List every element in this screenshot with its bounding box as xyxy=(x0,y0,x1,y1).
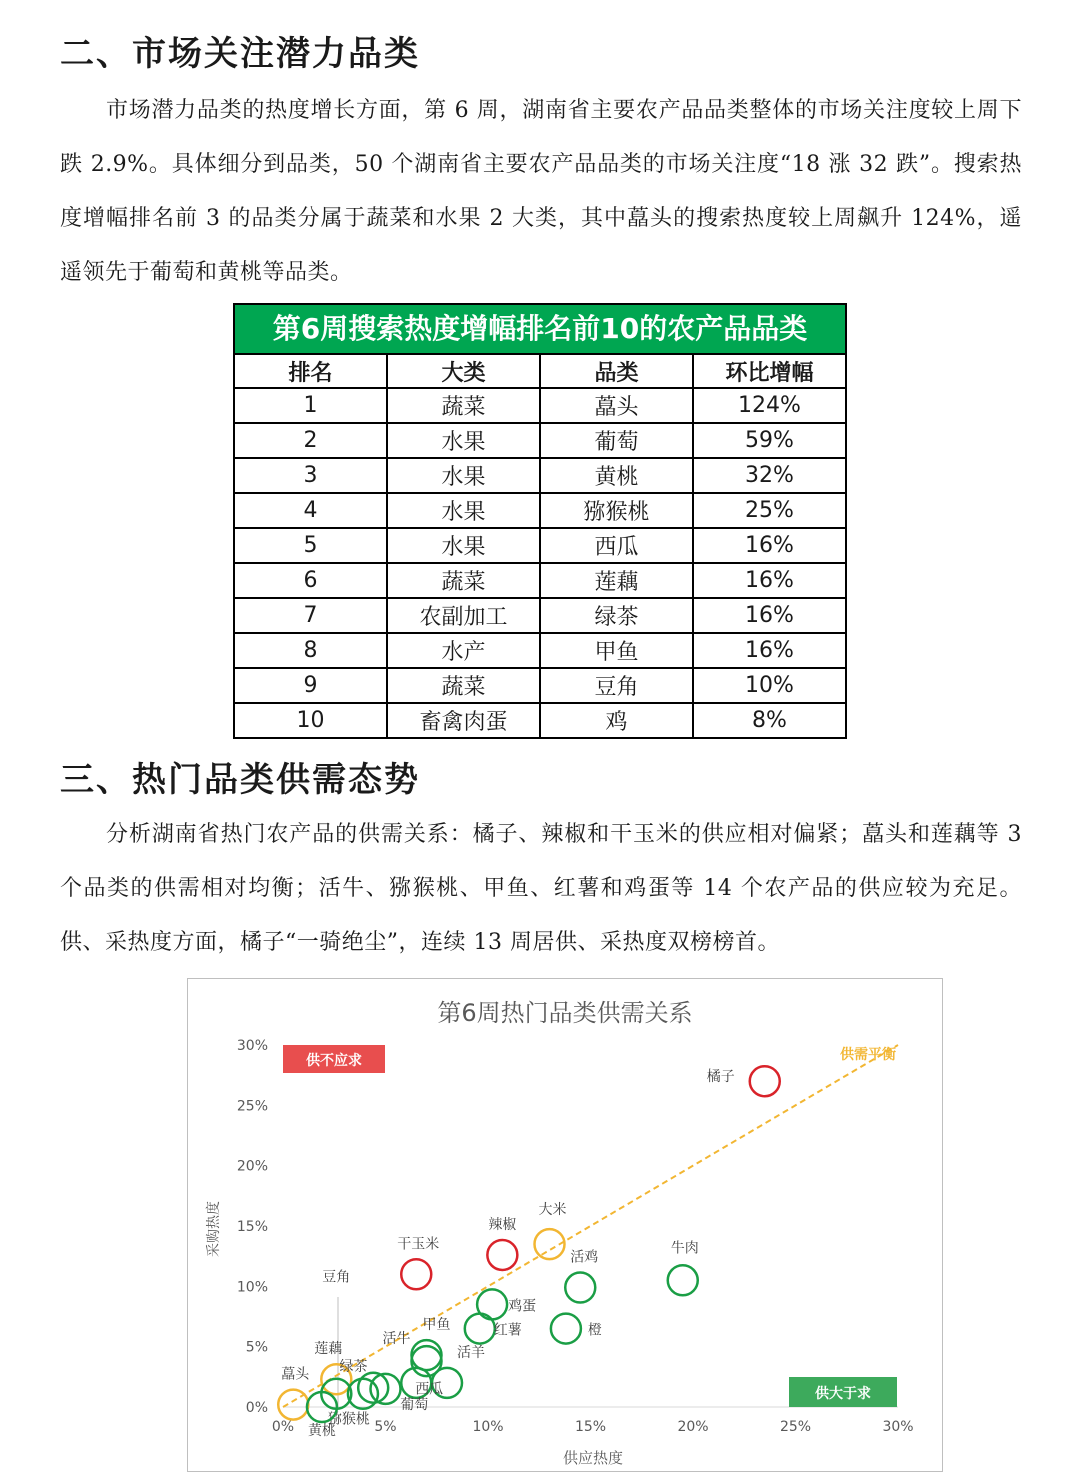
table-row xyxy=(234,563,846,598)
cell-growth: 16% xyxy=(693,563,846,598)
y-tick-label: 5% xyxy=(245,1339,268,1356)
chart-title: 第6周热门品类供需关系 xyxy=(437,999,693,1027)
data-point-label: 甲鱼 xyxy=(422,1317,451,1334)
y-tick-label: 30% xyxy=(236,1038,268,1054)
x-tick-label: 30% xyxy=(882,1419,914,1435)
data-point xyxy=(551,1314,581,1344)
table-body xyxy=(234,388,846,738)
cell-growth: 10% xyxy=(693,668,846,703)
x-axis-label: 供应热度 xyxy=(562,1449,624,1467)
cell-category: 蔬菜 xyxy=(387,388,540,423)
data-point-label: 豆角 xyxy=(322,1269,351,1286)
data-point xyxy=(401,1259,431,1289)
cell-item: 西瓜 xyxy=(540,528,693,563)
table-row xyxy=(234,388,846,423)
supply-demand-chart xyxy=(187,978,943,1472)
data-point-label: 橙 xyxy=(587,1322,602,1339)
ranking-table xyxy=(233,303,847,739)
data-point xyxy=(487,1240,517,1270)
cell-category: 蔬菜 xyxy=(387,668,540,703)
data-point-label: 干玉米 xyxy=(397,1236,440,1253)
cell-category: 水果 xyxy=(387,458,540,493)
header-category: 大类 xyxy=(387,354,540,388)
cell-growth: 124% xyxy=(693,388,846,423)
cell-rank: 5 xyxy=(234,528,387,563)
table-row xyxy=(234,493,846,528)
x-tick-label: 25% xyxy=(779,1419,812,1435)
data-point-label: 西瓜 xyxy=(415,1381,444,1398)
chart-svg xyxy=(188,979,942,1471)
cell-rank: 8 xyxy=(234,633,387,668)
section-heading-market-potential: 二、市场关注潜力品类 xyxy=(60,34,420,74)
x-tick-label: 5% xyxy=(374,1419,397,1435)
data-point-label: 葡萄 xyxy=(400,1396,429,1413)
x-tick-label: 0% xyxy=(271,1419,295,1435)
cell-rank: 3 xyxy=(234,458,387,493)
data-point-label: 活牛 xyxy=(382,1331,411,1348)
undersupply-label: 供不应求 xyxy=(306,1053,362,1069)
table-row xyxy=(234,633,846,668)
cell-rank: 1 xyxy=(234,388,387,423)
y-tick-label: 10% xyxy=(236,1279,268,1296)
table-row xyxy=(234,423,846,458)
data-point-label: 橘子 xyxy=(706,1069,735,1086)
cell-item: 豆角 xyxy=(540,668,693,703)
table-row xyxy=(234,528,846,563)
data-point-label: 大米 xyxy=(538,1202,567,1219)
oversupply-label: 供大于求 xyxy=(815,1386,871,1402)
cell-growth: 25% xyxy=(693,493,846,528)
table-title: 第6周搜索热度增幅排名前10的农产品品类 xyxy=(233,303,847,353)
data-point xyxy=(412,1340,442,1370)
data-point-label: 辣椒 xyxy=(488,1216,517,1233)
cell-category: 水果 xyxy=(387,493,540,528)
cell-growth: 16% xyxy=(693,598,846,633)
cell-item: 猕猴桃 xyxy=(540,493,693,528)
cell-item: 甲鱼 xyxy=(540,633,693,668)
cell-category: 畜禽肉蛋 xyxy=(387,703,540,738)
y-tick-label: 15% xyxy=(236,1219,268,1235)
data-point xyxy=(465,1314,495,1344)
x-tick-label: 15% xyxy=(574,1419,607,1435)
cell-category: 水产 xyxy=(387,633,540,668)
balance-line xyxy=(283,1045,898,1407)
cell-rank: 6 xyxy=(234,563,387,598)
cell-category: 水果 xyxy=(387,528,540,563)
table-row xyxy=(234,703,846,738)
cell-item: 鸡 xyxy=(540,703,693,738)
cell-growth: 16% xyxy=(693,633,846,668)
cell-rank: 4 xyxy=(234,493,387,528)
balance-line-label: 供需平衡 xyxy=(840,1047,896,1063)
header-rank: 排名 xyxy=(234,354,387,388)
table-row xyxy=(234,458,846,493)
data-point xyxy=(565,1273,595,1303)
data-point-label: 莲藕 xyxy=(314,1341,343,1358)
cell-rank: 10 xyxy=(234,703,387,738)
paragraph-supply-demand: 分析湖南省热门农产品的供需关系：橘子、辣椒和干玉米的供应相对偏紧；藠头和莲藕等 3 个品类的供需相对均衡；活牛、猕猴桃、甲鱼、红薯和鸡蛋等 14 个农产品的供应较为充足。供、采热度方面，橘子“一骑绝尘”，连续 13 周居供、采热度双榜榜首。 xyxy=(60,822,1022,955)
y-tick-label: 0% xyxy=(245,1400,268,1416)
table-row xyxy=(234,668,846,703)
section-heading-supply-demand: 三、热门品类供需态势 xyxy=(60,760,420,800)
data-point xyxy=(750,1066,780,1096)
table-row xyxy=(234,598,846,633)
cell-category: 水果 xyxy=(387,423,540,458)
cell-rank: 2 xyxy=(234,423,387,458)
y-tick-label: 25% xyxy=(236,1098,268,1115)
cell-item: 黄桃 xyxy=(540,458,693,493)
data-point-label: 活羊 xyxy=(457,1344,485,1361)
data-point-label: 黄桃 xyxy=(307,1423,336,1439)
cell-item: 葡萄 xyxy=(540,423,693,458)
data-point-label: 牛肉 xyxy=(670,1240,699,1257)
cell-category: 蔬菜 xyxy=(387,563,540,598)
data-point xyxy=(668,1265,698,1295)
cell-rank: 9 xyxy=(234,668,387,703)
y-tick-label: 20% xyxy=(236,1158,268,1175)
data-point-label: 藠头 xyxy=(281,1366,310,1383)
data-point xyxy=(278,1390,308,1420)
data-point-label: 绿茶 xyxy=(339,1358,368,1375)
x-tick-label: 20% xyxy=(677,1419,709,1435)
cell-growth: 8% xyxy=(693,703,846,738)
y-axis-label: 采购热度 xyxy=(206,1201,222,1257)
cell-growth: 32% xyxy=(693,458,846,493)
cell-growth: 59% xyxy=(693,423,846,458)
paragraph-market-potential: 市场潜力品类的热度增长方面，第 6 周，湖南省主要农产品品类整体的市场关注度较上周下跌 2.9%。具体细分到品类，50 个湖南省主要农产品品类的市场关注度“18 涨 32 跌”。搜索热度增幅排名前 3 的品类分属于蔬菜和水果 2 大类，其中藠头的搜索热度较上周飙升 124%，遥遥领先于葡萄和黄桃等品类。 xyxy=(60,98,1022,285)
data-point-label: 红薯 xyxy=(493,1322,522,1339)
data-point-label: 鸡蛋 xyxy=(508,1298,537,1315)
cell-item: 莲藕 xyxy=(540,563,693,598)
header-growth: 环比增幅 xyxy=(693,354,846,388)
data-point-label: 猕猴桃 xyxy=(327,1411,370,1428)
cell-rank: 7 xyxy=(234,598,387,633)
table-header-row xyxy=(234,354,846,388)
cell-item: 绿茶 xyxy=(540,598,693,633)
x-tick-label: 10% xyxy=(472,1419,504,1435)
cell-growth: 16% xyxy=(693,528,846,563)
cell-item: 藠头 xyxy=(540,388,693,423)
cell-category: 农副加工 xyxy=(387,598,540,633)
data-point-label: 活鸡 xyxy=(570,1249,599,1266)
header-item: 品类 xyxy=(540,354,693,388)
